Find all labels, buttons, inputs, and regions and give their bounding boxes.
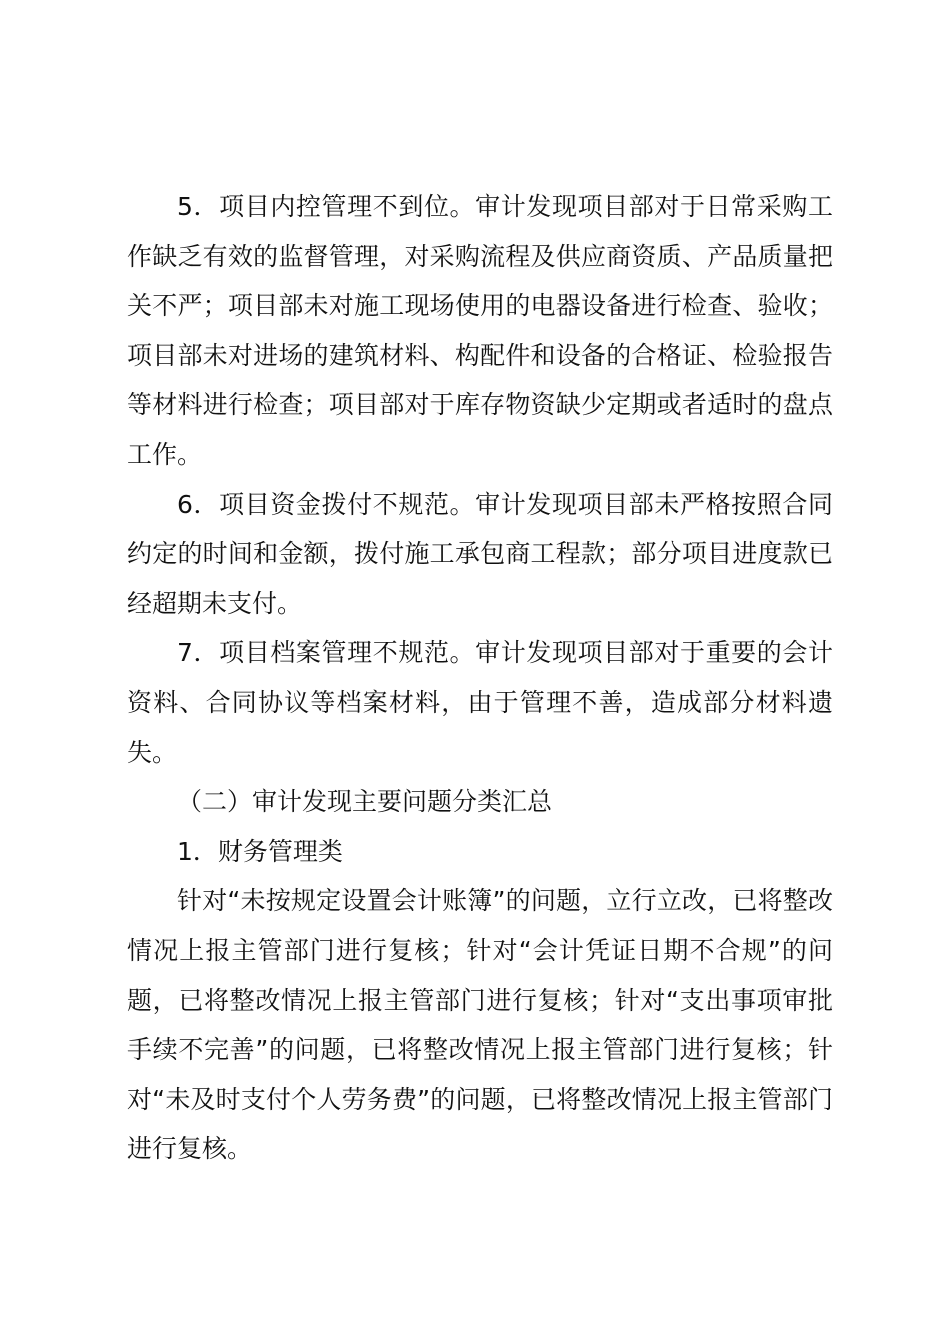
- paragraph-internal-control: 5．项目内控管理不到位。审计发现项目部对于日常采购工作缺乏有效的监督管理，对采购流程及供应商资质、产品质量把关不严；项目部未对施工现场使用的电器设备进行检查、验收；项目部未对进场的建筑材料、构配件和设备的合格证、检验报告等材料进行检查；项目部对于库存物资缺少定期或者适时的盘点工作。: [127, 192, 833, 469]
- subsection-heading-financial: 1．财务管理类: [177, 836, 343, 866]
- paragraph-fund-disbursement: 6．项目资金拨付不规范。审计发现项目部未严格按照合同约定的时间和金额，拨付施工承包商工程款；部分项目进度款已经超期未支付。: [127, 489, 833, 618]
- document-page: [127, 182, 833, 1174]
- section-heading-classification: （二）审计发现主要问题分类汇总: [177, 787, 553, 817]
- paragraph-archive-management: 7．项目档案管理不规范。审计发现项目部对于重要的会计资料、合同协议等档案材料，由于管理不善，造成部分材料遗失。: [127, 638, 833, 767]
- paragraph-financial-rectification: 针对“未按规定设置会计账簿”的问题，立行立改，已将整改情况上报主管部门进行复核；针对“会计凭证日期不合规”的问题，已将整改情况上报主管部门进行复核；针对“支出事项审批手续不完善”的问题，已将整改情况上报主管部门进行复核；针对“未及时支付个人劳务费”的问题，已将整改情况上报主管部门进行复核。: [127, 886, 833, 1164]
